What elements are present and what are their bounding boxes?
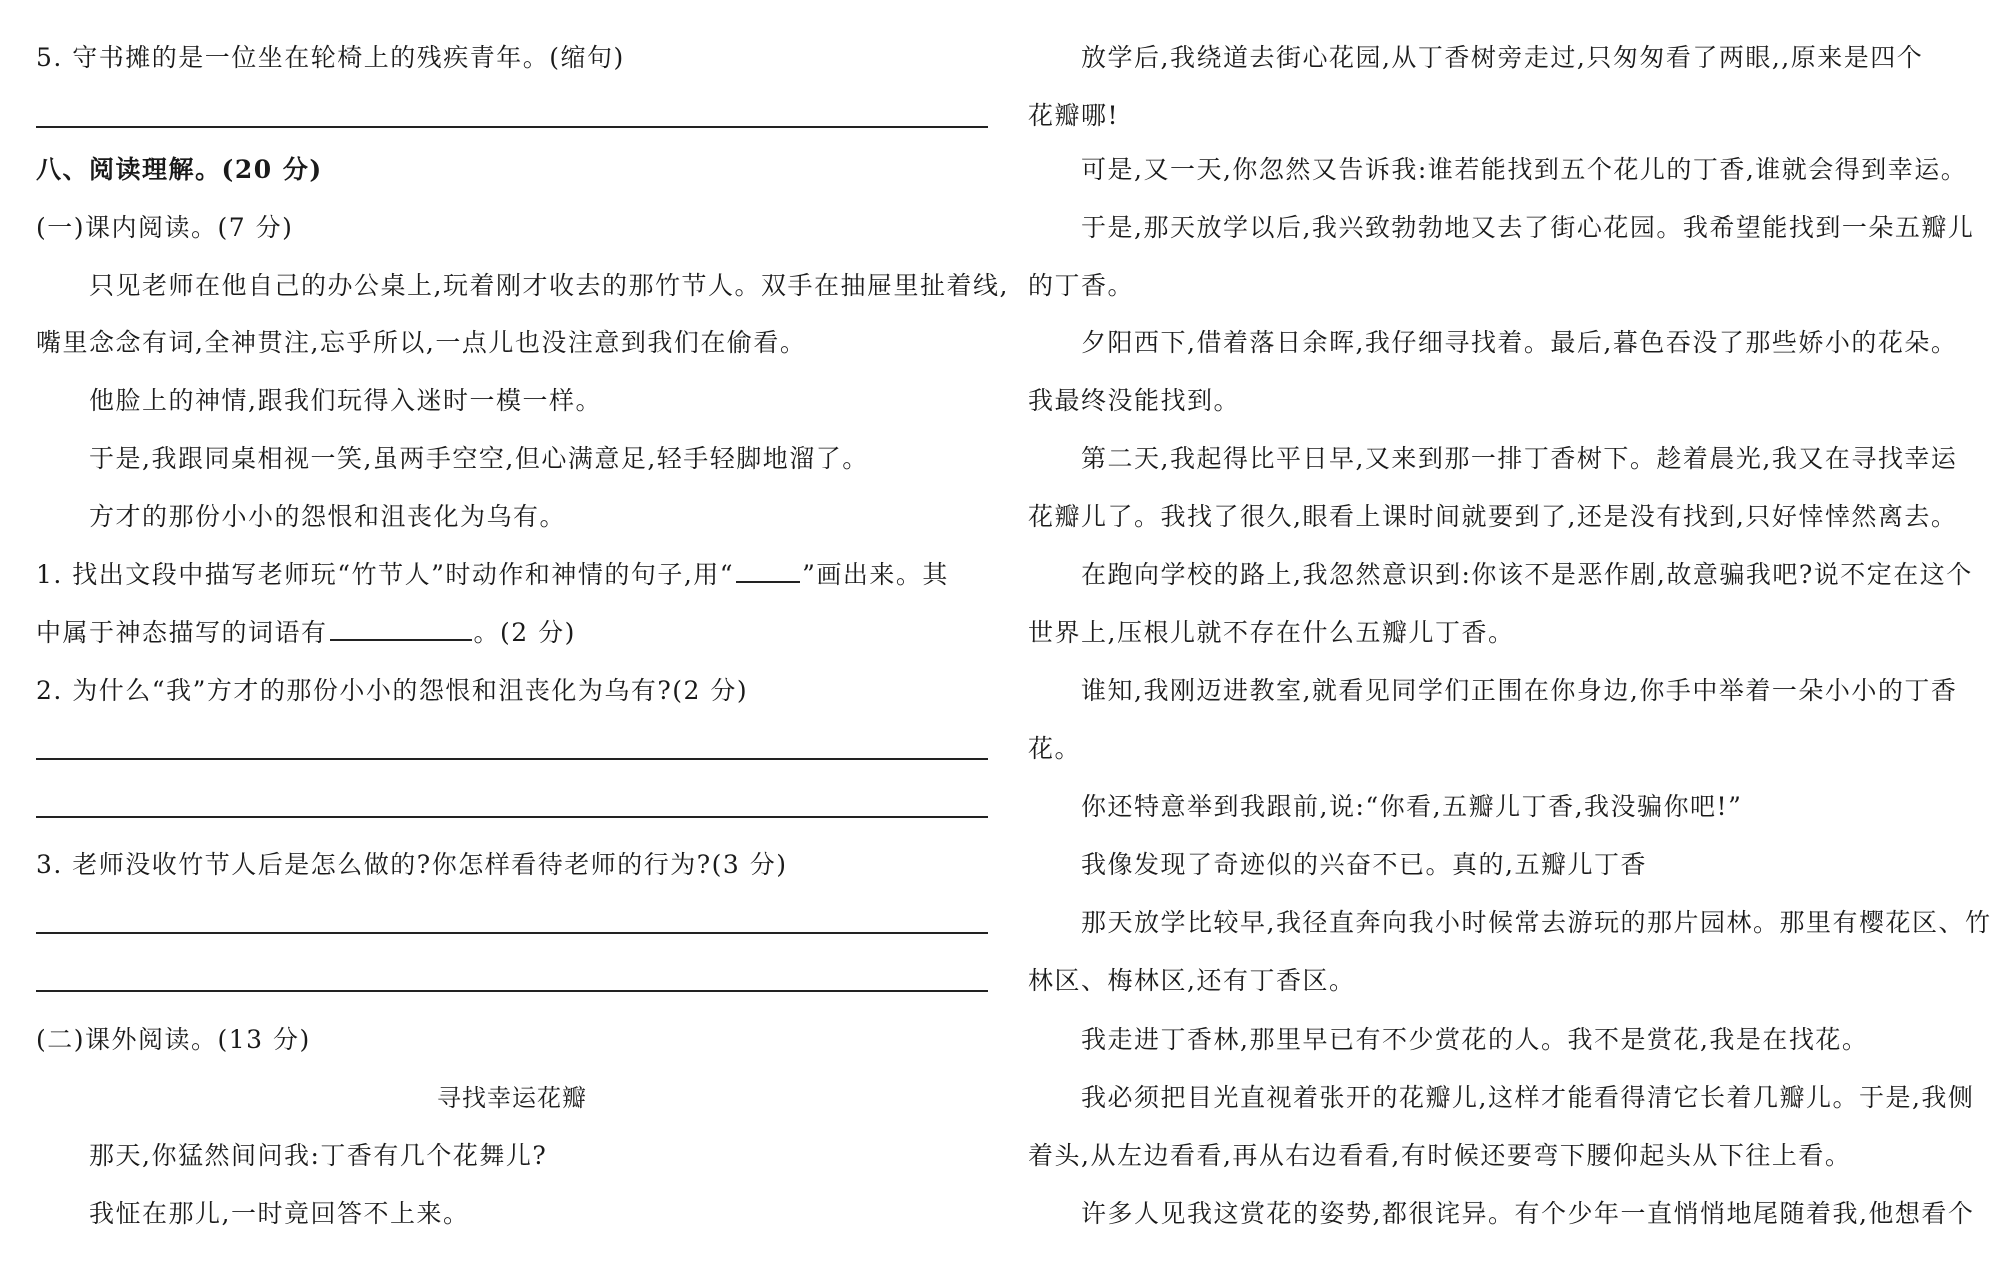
story-r4-line1: 夕阳西下,借着落日余晖,我仔细寻找着。最后,暮色吞没了那些娇小的花朵。 xyxy=(1081,328,1958,357)
question-1-mark-blank[interactable] xyxy=(736,559,800,583)
story-r12-line1: 我必须把目光直视着张开的花瓣儿,这样才能看得清它长着几瓣儿。于是,我侧 xyxy=(1081,1083,1975,1112)
story-r10-line2: 林区、梅林区,还有丁香区。 xyxy=(1028,966,1356,995)
story-r8: 你还特意举到我跟前,说:“你看,五瓣儿丁香,我没骗你吧!” xyxy=(1081,792,1743,821)
story-r1-line2: 花瓣哪! xyxy=(1028,101,1120,130)
right-column xyxy=(1028,0,1992,1267)
passage1-para3: 于是,我跟同桌相视一笑,虽两手空空,但心满意足,轻手轻脚地溜了。 xyxy=(89,444,869,473)
passage1-para4: 方才的那份小小的怨恨和沮丧化为乌有。 xyxy=(89,502,567,531)
passage1-para2: 他脸上的神情,跟我们玩得入迷时一模一样。 xyxy=(89,386,602,415)
story-r2: 可是,又一天,你忽然又告诉我:谁若能找到五个花儿的丁香,谁就会得到幸运。 xyxy=(1081,155,1968,184)
answer-line-q2-2[interactable] xyxy=(36,816,988,818)
story-r4-line2: 我最终没能找到。 xyxy=(1028,386,1241,415)
story-r6-line1: 在跑向学校的路上,我忽然意识到:你该不是恶作剧,故意骗我吧?说不定在这个 xyxy=(1081,560,1973,589)
answer-line-q2-1[interactable] xyxy=(36,758,988,760)
question-1-line2 xyxy=(36,615,988,651)
answer-line-q3-2[interactable] xyxy=(36,990,988,992)
story-r10-line1: 那天放学比较早,我径直奔向我小时候常去游玩的那片园林。那里有樱花区、竹 xyxy=(1081,908,1992,937)
left-column xyxy=(36,0,1009,1267)
story-r13: 许多人见我这赏花的姿势,都很诧异。有个少年一直悄悄地尾随着我,他想看个 xyxy=(1081,1199,1975,1228)
story-r1-line1: 放学后,我绕道去街心花园,从丁香树旁走过,只匆匆看了两眼,,原来是四个 xyxy=(1081,43,1924,72)
part-1-heading: (一)课内阅读。(7 分) xyxy=(36,213,294,242)
question-1-text-b: ”画出来。其 xyxy=(802,560,949,589)
story-r6-line2: 世界上,压根儿就不存在什么五瓣儿丁香。 xyxy=(1028,618,1515,647)
question-3: 3. 老师没收竹节人后是怎么做的?你怎样看待老师的行为?(3 分) xyxy=(36,850,788,879)
passage1-line2: 嘴里念念有词,全神贯注,忘乎所以,一点儿也没注意到我们在偷看。 xyxy=(36,328,807,357)
question-1-text-d: 。(2 分) xyxy=(473,618,576,647)
story-title: 寻找幸运花瓣 xyxy=(437,1084,587,1112)
question-2: 2. 为什么“我”方才的那份小小的怨恨和沮丧化为乌有?(2 分) xyxy=(36,676,749,705)
story-r9: 我像发现了奇迹似的兴奋不已。真的,五瓣儿丁香 xyxy=(1081,850,1647,879)
section-8-heading: 八、阅读理解。(20 分) xyxy=(36,155,323,184)
story-r12-line2: 着头,从左边看看,再从右边看看,有时候还要弯下腰仰起头从下往上看。 xyxy=(1028,1141,1852,1170)
part-2-heading: (二)课外阅读。(13 分) xyxy=(36,1025,311,1054)
story-r7-line2: 花。 xyxy=(1028,734,1082,763)
question-1-text-a: 1. 找出文段中描写老师玩“竹节人”时动作和神情的句子,用“ xyxy=(36,560,735,589)
question-5: 5. 守书摊的是一位坐在轮椅上的残疾青年。(缩句) xyxy=(36,43,625,72)
story-r7-line1: 谁知,我刚迈进教室,就看见同学们正围在你身边,你手中举着一朵小小的丁香 xyxy=(1081,676,1958,705)
story-r5-line2: 花瓣儿了。我找了很久,眼看上课时间就要到了,还是没有找到,只好悻悻然离去。 xyxy=(1028,502,1958,531)
story-para1: 那天,你猛然间问我:丁香有几个花舞儿? xyxy=(89,1141,548,1170)
story-r11: 我走进丁香林,那里早已有不少赏花的人。我不是赏花,我是在找花。 xyxy=(1081,1025,1869,1054)
story-para2: 我怔在那儿,一时竟回答不上来。 xyxy=(89,1199,470,1228)
answer-line-q5[interactable] xyxy=(36,126,988,128)
story-r5-line1: 第二天,我起得比平日早,又来到那一排丁香树下。趁着晨光,我又在寻找幸运 xyxy=(1081,444,1958,473)
story-r3-line1: 于是,那天放学以后,我兴致勃勃地又去了街心花园。我希望能找到一朵五瓣儿 xyxy=(1081,213,1975,242)
question-1-text-c: 中属于神态描写的词语有 xyxy=(36,618,328,647)
question-1-line1 xyxy=(36,557,988,593)
passage1-line1: 只见老师在他自己的办公桌上,玩着刚才收去的那竹节人。双手在抽屉里扯着线, xyxy=(89,271,1009,300)
story-r3-line2: 的丁香。 xyxy=(1028,271,1135,300)
question-1-answer-blank[interactable] xyxy=(330,617,472,641)
answer-line-q3-1[interactable] xyxy=(36,932,988,934)
